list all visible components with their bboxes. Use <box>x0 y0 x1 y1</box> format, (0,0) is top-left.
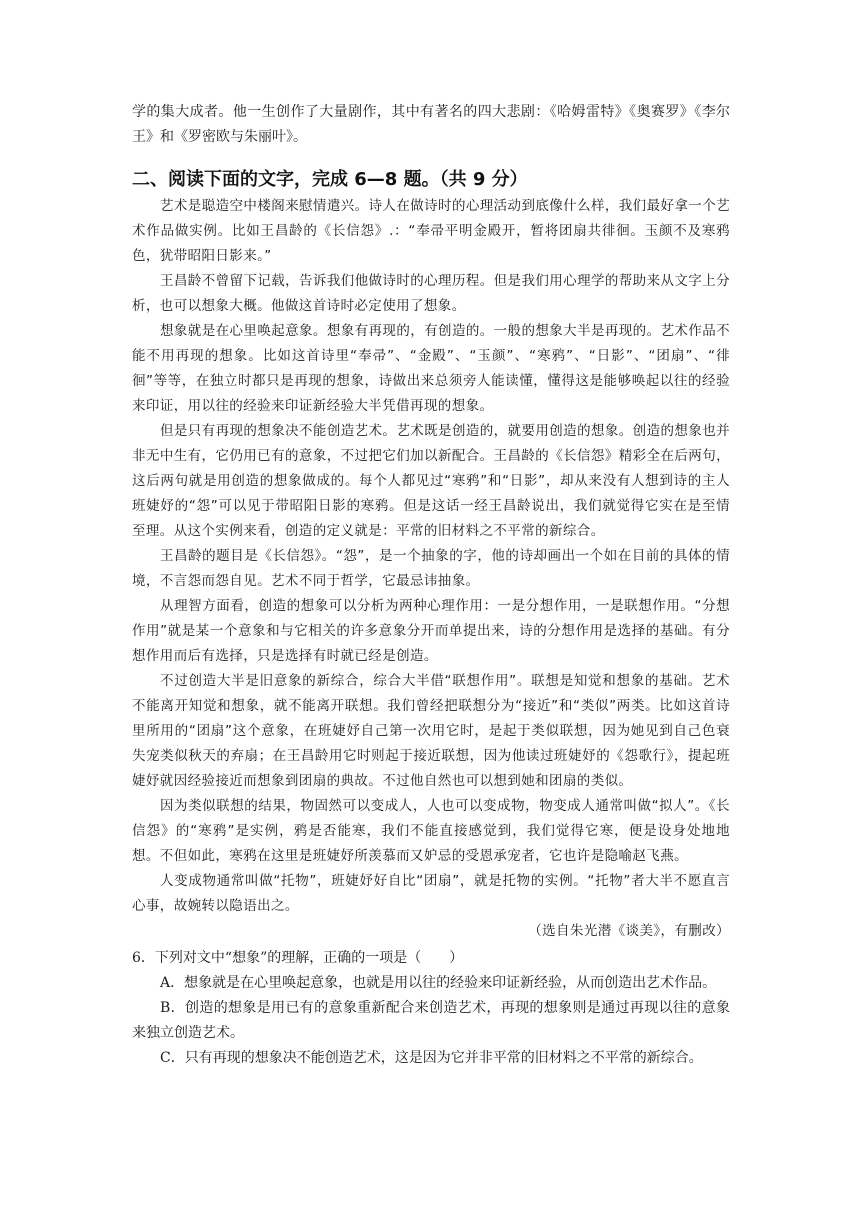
option-c[interactable]: C．只有再现的想象决不能创造艺术，这是因为它并非平常的旧材料之不平常的新综合。 <box>160 1050 703 1066</box>
option-a[interactable]: A．想象就是在心里唤起意象，也就是用以往的经验来印证新经验，从而创造出艺术作品。 <box>160 975 717 991</box>
passage-paragraph: 艺术是聪造空中楼阁来慰情遣兴。诗人在做诗时的心理活动到底像什么样，我们最好拿一个艺术作品做实例。比如王昌龄的《长信怨》.：“奉帚平明金殿开，暂将团扇共徘徊。玉颜不及寒鸦色，犹带昭阳日影来。” <box>132 198 730 264</box>
question-6 <box>132 946 730 1071</box>
intro-text: 学的集大成者。他一生创作了大量剧作，其中有著名的四大悲剧：《哈姆雷特》《奥赛罗》《李尔王》和《罗密欧与朱丽叶》。 <box>132 104 730 145</box>
passage-paragraph: 但是只有再现的想象决不能创造艺术。艺术既是创造的，就要用创造的想象。创造的想象也并非无中生有，它仍用已有的意象，不过把它们加以新配合。王昌龄的《长信怨》精彩全在后两句，这后两句就是用创造的想象做成的。每个人都见过“寒鸦”和“日影”，却从来没有人想到诗的主人班婕妤的“怨”可以见于带昭阳日影的寒鸦。但是这话一经王昌龄说出，我们就觉得它实在是至情至理。从这个实例来看，创造的定义就是：平常的旧材料之不平常的新综合。 <box>132 423 730 539</box>
passage-paragraph: 人变成物通常叫做“托物”，班婕妤好自比“团扇”，就是托物的实例。“托物”者大半不愿直言心事，故婉转以隐语出之。 <box>132 873 730 914</box>
passage-paragraph: 王昌龄不曾留下记载，告诉我们他做诗时的心理历程。但是我们用心理学的帮助来从文字上分析，也可以想象大概。他做这首诗时必定使用了想象。 <box>132 273 730 314</box>
question-stem: 6．下列对文中“想象”的理解，正确的一项是（ ） <box>132 950 464 966</box>
option-b[interactable]: B．创造的想象是用已有的意象重新配合来创造艺术，再现的想象则是通过再现以往的意象来独立创造艺术。 <box>132 1000 730 1041</box>
document-content <box>132 100 730 1071</box>
section-heading: 二、阅读下面的文字，完成 6—8 题。（共 9 分） <box>132 169 528 190</box>
passage-paragraph: 不过创造大半是旧意象的新综合，综合大半借“联想作用”。联想是知觉和想象的基础。艺术不能离开知觉和想象，就不能离开联想。我们曾经把联想分为“接近”和“类似”两类。比如这首诗里所用的“团扇”这个意象，在班婕妤自己第一次用它时，是起于类似联想，因为她见到自己色衰失宠类似秋天的弃扇；在王昌龄用它时则起于接近联想，因为他读过班婕妤的《怨歌行》，提起班婕妤就因经验接近而想象到团扇的典故。不过他自然也可以想到她和团扇的类似。 <box>132 673 730 789</box>
passage-paragraph: 因为类似联想的结果，物固然可以变成人，人也可以变成物，物变成人通常叫做“拟人”。《长信怨》的“寒鸦”是实例，鸦是否能寒，我们不能直接感觉到，我们觉得它寒，便是设身处地地想。不但如此，寒鸦在这里是班婕妤所羡慕而又妒忌的受恩承宠者，它也许是隐喻赵飞燕。 <box>132 798 730 864</box>
passage-paragraph: 王昌龄的题目是《长信怨》。“怨”，是一个抽象的字，他的诗却画出一个如在目前的具体的情境，不言怨而怨自见。艺术不同于哲学，它最忌讳抽象。 <box>132 548 730 589</box>
passage-source: （选自朱光潜《谈美》，有删改） <box>528 923 730 939</box>
reading-passage <box>132 194 730 944</box>
passage-paragraph: 从理智方面看，创造的想象可以分析为两种心理作用：一是分想作用，一是联想作用。“分想作用”就是某一个意象和与它相关的许多意象分开而单提出来，诗的分想作用是选择的基础。有分想作用而后有选择，只是选择有时就已经是创造。 <box>132 598 730 664</box>
passage-paragraph: 想象就是在心里唤起意象。想象有再现的，有创造的。一般的想象大半是再现的。艺术作品不能不用再现的想象。比如这首诗里“奉帚”、“金殿”、“玉颜”、“寒鸦”、“日影”、“团扇”、“徘徊”等等，在独立时都只是再现的想象，诗做出来总须旁人能读懂，懂得这是能够唤起以往的经验来印证，用以往的经验来印证新经验大半凭借再现的想象。 <box>132 323 730 414</box>
